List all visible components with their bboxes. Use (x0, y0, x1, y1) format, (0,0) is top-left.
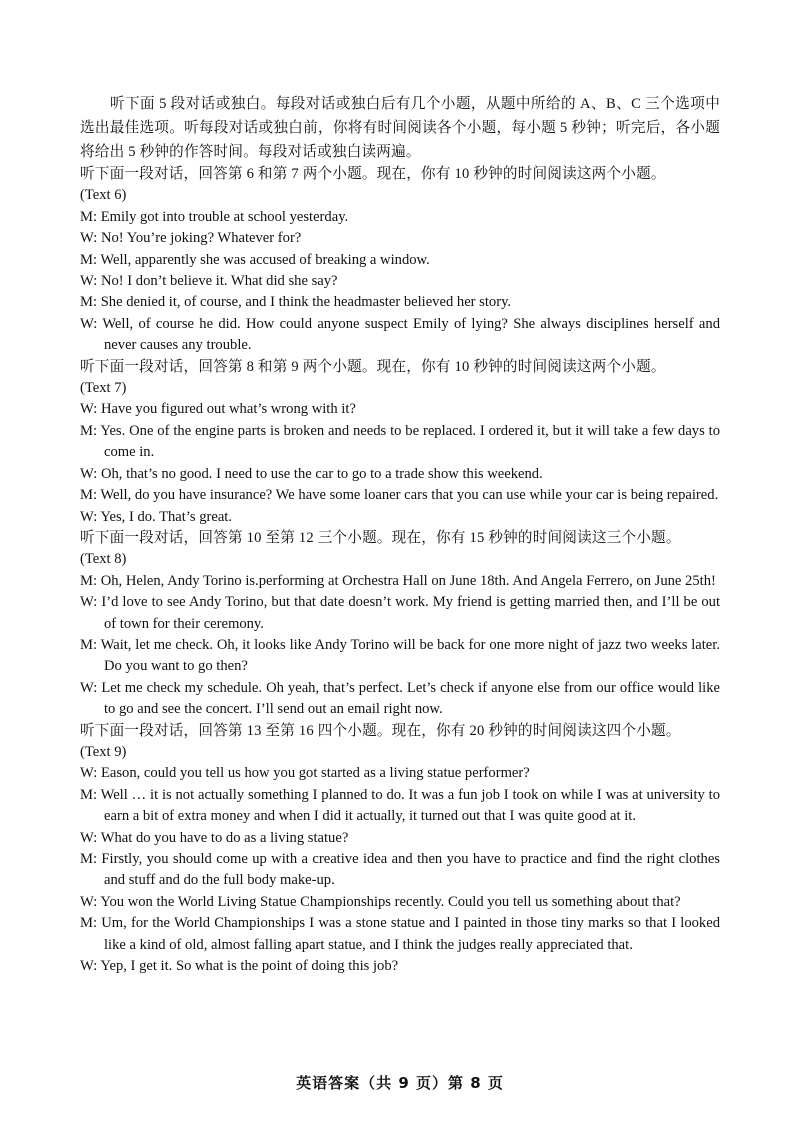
line-text: Emily got into trouble at school yesterday. (100, 208, 349, 225)
speaker-label: W: (80, 273, 98, 290)
dialogue-line (80, 763, 720, 784)
speaker-label: W: (80, 508, 98, 525)
speaker-label: W: (80, 958, 98, 975)
dialogue-line (80, 399, 720, 420)
line-text: What do you have to do as a living statue? (100, 829, 349, 846)
speaker-label: W: (80, 401, 98, 418)
text-6-section (80, 164, 720, 357)
dialogue-line (80, 464, 720, 485)
dialogue-line (80, 892, 720, 913)
dialogue-line (80, 314, 720, 357)
dialogue-line (80, 592, 720, 635)
speaker-label: M: (80, 786, 98, 803)
text-label: (Text 6) (80, 187, 127, 204)
speaker-label: M: (80, 208, 98, 225)
line-text: No! I don’t believe it. What did she say? (100, 273, 338, 290)
dialogue-line (80, 635, 720, 678)
speaker-label: M: (80, 851, 98, 867)
line-text: Well, of course he did. How could anyone suspect Emily of lying? She always disciplines herself and never causes any trouble. (102, 315, 720, 354)
line-text: Have you figured out what’s wrong with it? (100, 401, 356, 418)
section-prompt: 听下面一段对话，回答第 6 和第 7 两个小题。现在，你有 10 秒钟的时间阅读这两个小题。 (80, 166, 666, 182)
text-9-section (80, 721, 720, 978)
speaker-label: W: (80, 594, 98, 611)
line-text: Eason, could you tell us how you got started as a living statue performer? (100, 765, 530, 782)
line-text: Oh, that’s no good. I need to use the car to go to a trade show this weekend. (100, 465, 543, 482)
speaker-label: M: (80, 572, 98, 589)
section-prompt: 听下面一段对话，回答第 10 至第 12 三个小题。现在，你有 15 秒钟的时间阅读这三个小题。 (80, 529, 681, 546)
speaker-label: W: (80, 829, 98, 846)
speaker-label: M: (80, 251, 98, 268)
speaker-label: M: (80, 294, 98, 311)
text-label: (Text 9) (80, 743, 127, 760)
dialogue-line (80, 678, 720, 721)
dialogue-line (80, 485, 720, 506)
dialogue-line (80, 913, 720, 956)
page-footer: 英语答案（共 9 页）第 8 页 (296, 1074, 504, 1092)
line-text: Yep, I get it. So what is the point of doing this job? (100, 958, 399, 975)
text-7-section (80, 357, 720, 528)
speaker-label: W: (80, 315, 98, 332)
speaker-label: W: (80, 765, 98, 782)
line-text: Yes, I do. That’s great. (100, 508, 233, 525)
speaker-label: W: (80, 679, 98, 696)
line-text: You won the World Living Statue Championships recently. Could you tell us something about that? (100, 893, 681, 910)
dialogue-line (80, 292, 720, 313)
dialogue-line (80, 228, 720, 249)
line-text: Um, for the World Championships I was a stone statue and I painted in those tiny marks so that I looked like a kind of old, almost falling apart statue, and I think the judges really appreciated that. (101, 915, 720, 953)
text-label: (Text 7) (80, 380, 127, 397)
transcript-content (80, 92, 720, 977)
line-text: Well, do you have insurance? We have some loaner cars that you can use while your car is being repaired. (100, 487, 719, 504)
text-8-section (80, 528, 720, 721)
line-text: Wait, let me check. Oh, it looks like Andy Torino will be back for one more night of jazz two weeks later. Do you want to go then? (100, 636, 720, 675)
dialogue-line (80, 250, 720, 271)
section-prompt: 听下面一段对话，回答第 13 至第 16 四个小题。现在，你有 20 秒钟的时间阅读这四个小题。 (80, 722, 681, 739)
line-text: Oh, Helen, Andy Torino is.performing at Orchestra Hall on June 18th. And Angela Ferrero, on June 25th! (100, 572, 716, 589)
section-prompt: 听下面一段对话，回答第 8 和第 9 两个小题。现在，你有 10 秒钟的时间阅读这两个小题。 (80, 358, 666, 375)
line-text: Well, apparently she was accused of breaking a window. (100, 251, 430, 268)
dialogue-line (80, 271, 720, 292)
speaker-label: M: (80, 422, 98, 439)
line-text: She denied it, of course, and I think the headmaster believed her story. (100, 294, 512, 311)
speaker-label: M: (80, 487, 98, 504)
speaker-label: M: (80, 915, 98, 932)
speaker-label: M: (80, 636, 98, 653)
line-text: No! You’re joking? Whatever for? (100, 230, 302, 247)
line-text: Firstly, you should come up with a creative idea and then you have to practice and find the right clothes and stuff and do the full body make-up. (101, 851, 720, 889)
speaker-label: W: (80, 465, 98, 482)
speaker-label: W: (80, 230, 98, 247)
dialogue-line (80, 849, 720, 892)
dialogue-line (80, 207, 720, 228)
dialogue-line (80, 828, 720, 849)
speaker-label: W: (80, 893, 98, 910)
dialogue-line (80, 507, 720, 528)
line-text: I’d love to see Andy Torino, but that date doesn’t work. My friend is getting married then, and I’ll be out of town for their ceremony. (101, 594, 720, 632)
dialogue-line (80, 785, 720, 828)
dialogue-line (80, 956, 720, 977)
text-label: (Text 8) (80, 551, 127, 568)
line-text: Yes. One of the engine parts is broken and needs to be replaced. I ordered it, but it will take a few days to come in. (100, 422, 720, 461)
listening-instructions: 听下面 5 段对话或独白。每段对话或独白后有几个小题，从题中所给的 A、B、C 三个选项中选出最佳选项。听每段对话或独白前，你将有时间阅读各个小题，每小题 5 秒钟；听完后，各小题将给出 5 秒钟的作答时间。每段对话或独白读两遍。 (80, 96, 720, 160)
line-text: Well … it is not actually something I planned to do. It was a fun job I took on while I was at university to earn a bit of extra money and when I did it actually, it turned out that I was quite good at it. (100, 786, 720, 825)
dialogue-line (80, 571, 720, 592)
line-text: Let me check my schedule. Oh yeah, that’s perfect. Let’s check if anyone else from our office would like to go and see the concert. I’ll send out an email right now. (101, 679, 720, 718)
dialogue-line (80, 421, 720, 464)
